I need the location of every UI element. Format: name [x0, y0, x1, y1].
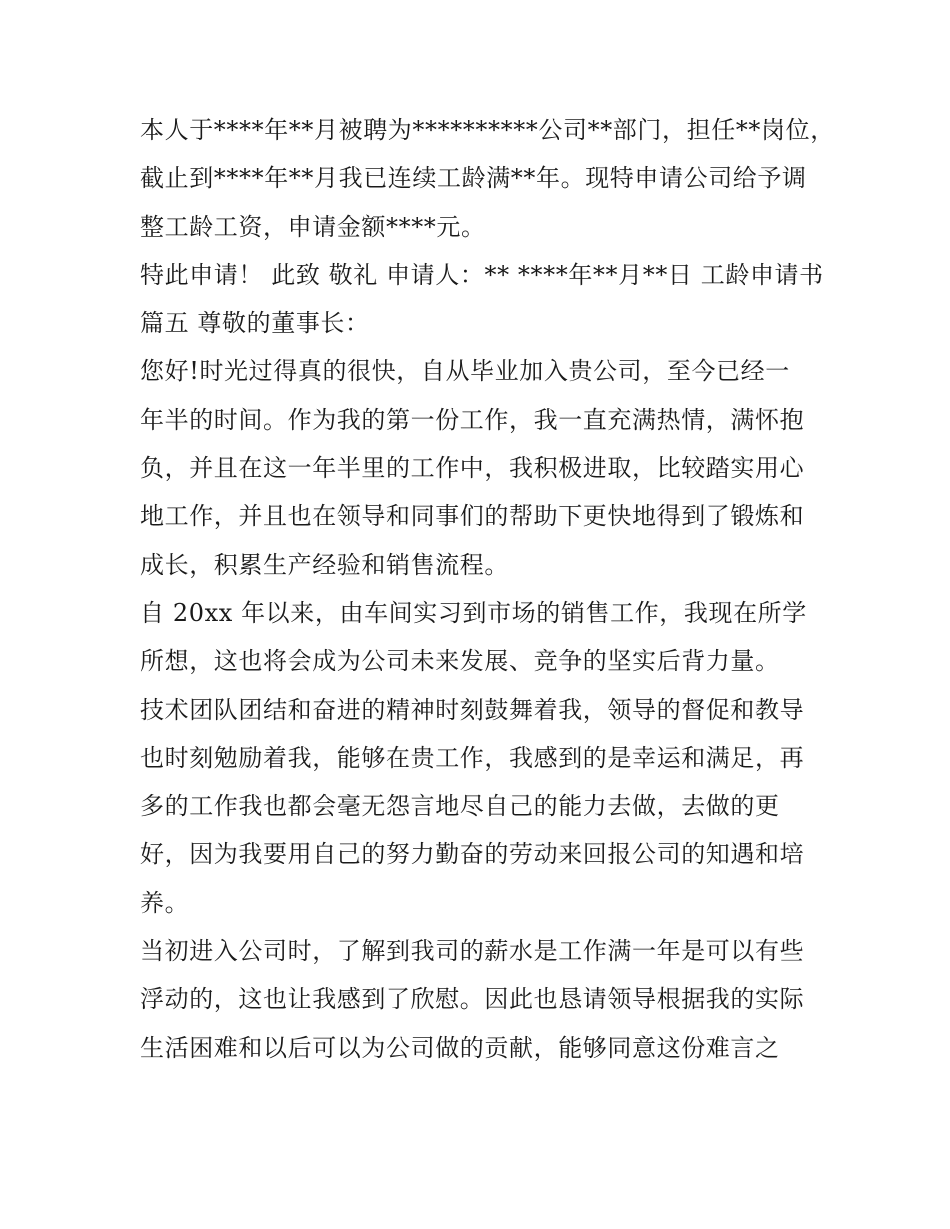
- document-body: [140, 106, 835, 1072]
- text-line: 整工龄工资，申请金额****元。: [140, 212, 486, 241]
- text-line: 篇五 尊敬的董事长：: [140, 309, 370, 338]
- text-line: 特此申请！ 此致 敬礼 申请人：** ****年**月**日 工龄申请书: [140, 260, 824, 289]
- text-line: 生活困难和以后可以为公司做的贡献，能够同意这份难言之: [140, 1033, 780, 1062]
- text-line: 浮动的，这也让我感到了欣慰。因此也恳请领导根据我的实际: [140, 985, 805, 1014]
- text-line: 成长，积累生产经验和销售流程。: [140, 550, 509, 579]
- text-line: 多的工作我也都会毫无怨言地尽自己的能力去做，去做的更: [140, 792, 780, 821]
- text-line: 技术团队团结和奋进的精神时刻鼓舞着我，领导的督促和教导: [140, 695, 805, 724]
- text-line: 本人于****年**月被聘为**********公司**部门，担任**岗位，: [140, 116, 835, 144]
- text-line: 所想，这也将会成为公司未来发展、竞争的坚实后背力量。: [140, 647, 780, 676]
- text-line: 您好!时光过得真的很快，自从毕业加入贵公司，至今已经一: [140, 357, 790, 386]
- text-line: 自 20xx 年以来，由车间实习到市场的销售工作，我现在所学: [140, 598, 807, 627]
- text-line: 当初进入公司时，了解到我司的薪水是工作满一年是可以有些: [140, 937, 805, 966]
- text-line: 截止到****年**月我已连续工龄满**年。现特申请公司给予调: [140, 164, 807, 193]
- text-line: 养。: [140, 888, 190, 917]
- text-line: 年半的时间。作为我的第一份工作，我一直充满热情，满怀抱: [140, 405, 805, 434]
- text-line: 地工作，并且也在领导和同事们的帮助下更快地得到了锻炼和: [140, 502, 805, 531]
- text-line: 好，因为我要用自己的努力勤奋的劳动来回报公司的知遇和培: [140, 840, 805, 869]
- text-line: 负，并且在这一年半里的工作中，我积极进取，比较踏实用心: [140, 454, 805, 483]
- text-line: 也时刻勉励着我，能够在贵工作，我感到的是幸运和满足，再: [140, 743, 805, 772]
